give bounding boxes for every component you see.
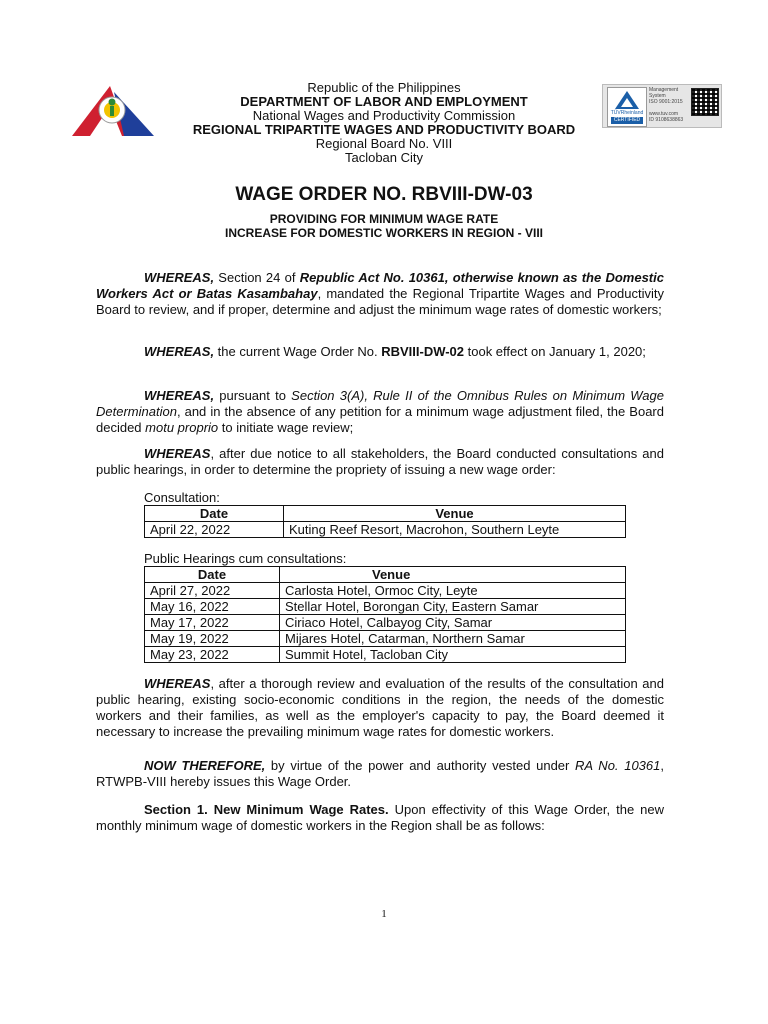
text: the current Wage Order No. [214,344,382,359]
cert-text [649,87,683,123]
header-city: Tacloban City [344,150,424,165]
ra-reference: RA No. 10361 [575,758,661,773]
cell-venue: Summit Hotel, Tacloban City [280,647,626,663]
paragraph-whereas-5 [96,676,664,740]
whereas-keyword: WHEREAS, [144,388,215,403]
omnibus-rules-reference: Section 3(A), Rule II of the Omnibus Rules on Minimum Wage Determination [96,388,664,419]
cell-venue: Ciriaco Hotel, Calbayog City, Samar [280,615,626,631]
table-header-row [145,506,626,522]
page-number: 1 [381,908,387,920]
qr-code-icon [691,88,719,116]
text: pursuant to [214,388,292,403]
hearings-table [144,566,626,663]
document-subtitle-2: INCREASE FOR DOMESTIC WORKERS IN REGION - VIII [224,226,544,240]
header-department: DEPARTMENT OF LABOR AND EMPLOYMENT [240,94,528,109]
wage-order-reference: RBVIII-DW-02 [381,344,465,359]
cell-date: May 23, 2022 [145,647,280,663]
paragraph-whereas-2 [96,344,664,360]
tuv-brand: TÜVRheinland [610,110,644,116]
cert-text-1: Management [649,87,679,93]
header-regional-board: Regional Board No. VIII [315,136,453,151]
header-republic: Republic of the Philippines [307,80,461,95]
column-header-venue: Venue [280,567,626,583]
consultation-table [144,505,626,538]
motu-proprio: motu proprio [145,420,219,435]
republic-act-reference: Republic Act No. 10361, otherwise known as the Domestic Workers Act or Batas Kasambahay [96,270,664,301]
table-row [145,599,626,615]
text: Upon effectivity of this Wage Order, the new monthly minimum wage of domestic workers in the Region shall be as follows: [96,802,664,833]
consultation-label: Consultation: [144,490,220,505]
text: , after due notice to all stakeholders, the Board conducted consultations and public hearings, in order to determine the propriety of issuing a new wage order: [96,446,664,477]
cert-text-2: System [649,93,666,99]
cell-date: May 16, 2022 [145,599,280,615]
header-commission: National Wages and Productivity Commission [252,108,516,123]
cell-date: May 17, 2022 [145,615,280,631]
paragraph-whereas-4 [96,446,664,478]
header-board: REGIONAL TRIPARTITE WAGES AND PRODUCTIVITY BOARD [192,122,576,137]
text: Section 24 of [214,270,300,285]
cert-text-4: www.tuv.com [649,111,679,117]
paragraph-now-therefore [96,758,664,790]
text: to initiate wage review; [218,420,354,435]
cell-date: April 22, 2022 [145,522,284,538]
text: by virtue of the power and authority vested under [265,758,576,773]
document-title: WAGE ORDER NO. RBVIII-DW-03 [235,184,533,205]
whereas-keyword: WHEREAS [144,676,211,691]
whereas-keyword: WHEREAS, [144,344,215,359]
table-row [145,583,626,599]
table-row [145,615,626,631]
certification-badge [602,84,722,128]
tuv-certified: CERTIFIED [611,117,643,124]
cell-venue: Stellar Hotel, Borongan City, Eastern Samar [280,599,626,615]
column-header-date: Date [145,567,280,583]
whereas-keyword: WHEREAS [144,446,211,461]
table-row [145,522,626,538]
whereas-keyword: WHEREAS, [144,270,215,285]
table-row [145,647,626,663]
text: took effect on January 1, 2020; [464,344,646,359]
cell-venue: Carlosta Hotel, Ormoc City, Leyte [280,583,626,599]
tuv-triangle-icon [608,88,646,112]
text: , RTWPB-VIII hereby issues this Wage Order. [96,758,664,789]
table-header-row [145,567,626,583]
tuv-mark [607,87,647,127]
paragraph-section-1 [96,802,664,834]
text: , after a thorough review and evaluation of the results of the consultation and public hearing, existing socio-economic conditions in the region, the needs of the domestic workers and their families, as well as the employer's capacity to pay, the Board deemed it necessary to increase the prevailing minimum wage rates for domestic workers. [96,676,664,739]
document-subtitle-1: PROVIDING FOR MINIMUM WAGE RATE [269,212,499,226]
column-header-venue: Venue [284,506,626,522]
hearings-label: Public Hearings cum consultations: [144,551,347,566]
text: , mandated the Regional Tripartite Wages and Productivity Board to review, and if proper, determine and adjust the minimum wage rates of domestic workers; [96,286,665,317]
cell-venue: Mijares Hotel, Catarman, Northern Samar [280,631,626,647]
cert-text-3: ISO 9001:2015 [649,99,683,105]
table-row [145,631,626,647]
cell-date: May 19, 2022 [145,631,280,647]
cell-venue: Kuting Reef Resort, Macrohon, Southern Leyte [284,522,626,538]
column-header-date: Date [145,506,284,522]
paragraph-whereas-3 [96,388,664,436]
section-1-heading: Section 1. New Minimum Wage Rates. [144,802,389,817]
cell-date: April 27, 2022 [145,583,280,599]
text: , and in the absence of any petition for a minimum wage adjustment filed, the Board decided [96,404,664,435]
paragraph-whereas-1 [96,270,664,318]
cert-text-5: ID 9108638863 [649,117,684,123]
now-therefore-keyword: NOW THEREFORE, [144,758,266,773]
